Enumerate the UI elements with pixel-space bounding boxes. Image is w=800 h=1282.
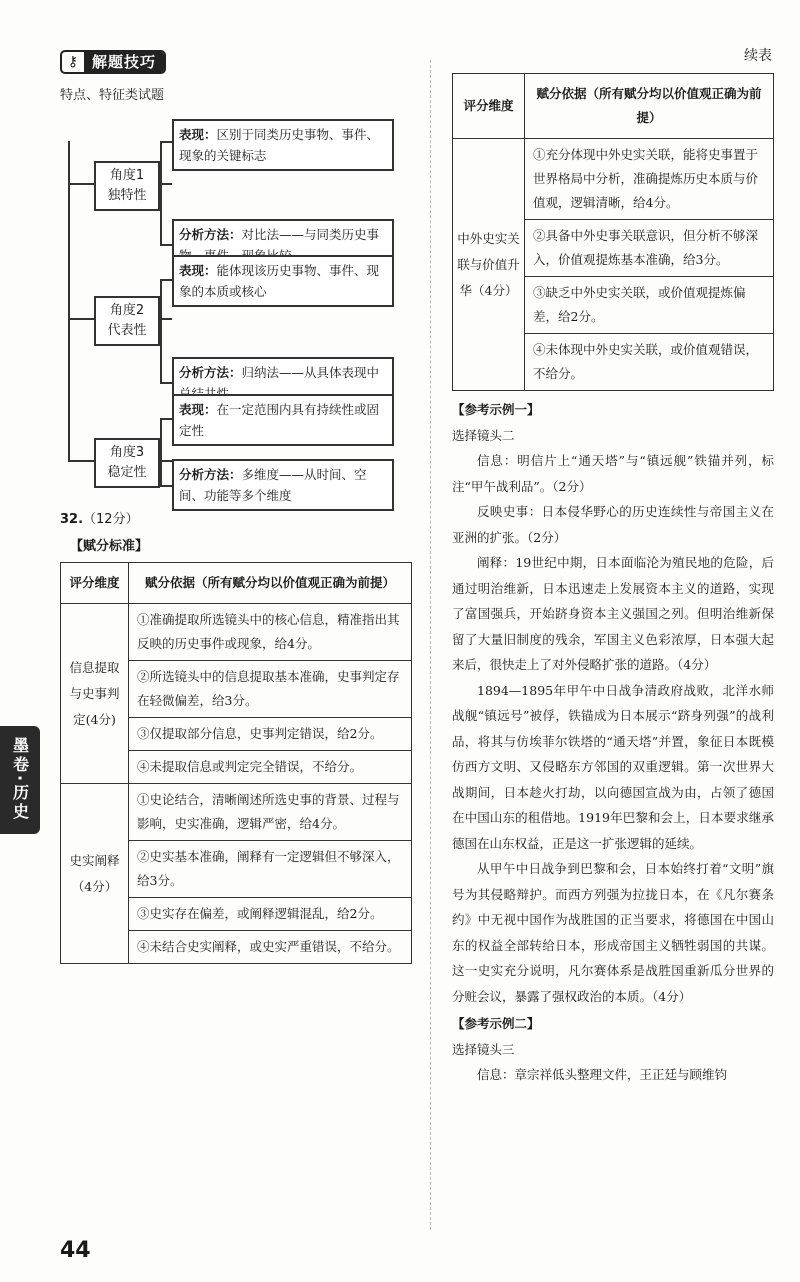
- dimension-cell: 信息提取与史事判定(4分): [61, 604, 129, 784]
- mindmap-angle-3: [94, 438, 160, 488]
- leaf-label: 表现：: [179, 263, 217, 278]
- mindmap-connector: [160, 141, 162, 245]
- column-divider: [430, 60, 431, 1230]
- key-icon: ⚷: [67, 54, 79, 70]
- right-column: [452, 45, 774, 1088]
- mindmap-angle-2: [94, 296, 160, 346]
- header-basis: 赋分依据（所有赋分均以价值观正确为前提）: [525, 74, 774, 139]
- leaf-text: 多维度——从时间、空间、功能等多个维度: [179, 467, 367, 503]
- angle-title: 角度1: [109, 168, 145, 183]
- mindmap-stub: [160, 141, 172, 143]
- criterion-cell: ②具备中外史事关联意识，但分析不够深入，价值观提炼基本准确，给3分。: [525, 220, 774, 277]
- continued-label: 续表: [744, 48, 772, 64]
- leaf-label: 分析方法：: [179, 467, 242, 482]
- mindmap-leaf-expression: [172, 119, 394, 171]
- criterion-cell: ②所选镜头中的信息提取基本准确，史事判定存在轻微偏差，给3分。: [129, 661, 412, 718]
- example-1-paragraph-3: 从甲午中日战争到巴黎和会，日本始终打着“文明”旗号为其侵略辩护。而西方列强为拉拢日本，在《凡尔赛条约》中无视中国作为战胜国的正当要求，将德国在中国山东的权益全部转给日本，形成帝国主义牺牲弱国的共谋。这一史实充分说明，凡尔赛体系是战胜国重新瓜分世界的分赃会议，暴露了强权政治的本质。（4分）: [452, 861, 774, 1004]
- tip-banner-label: 解题技巧: [84, 50, 164, 74]
- criterion-cell: ③史实存在偏差，或阐释逻辑混乱，给2分。: [129, 898, 412, 931]
- mindmap-stub: [160, 382, 172, 384]
- question-score: （12分）: [83, 512, 139, 527]
- leaf-text: 在一定范围内具有持续性或固定性: [179, 402, 380, 438]
- leaf-label: 表现：: [179, 402, 217, 417]
- leaf-label: 表现：: [179, 127, 217, 142]
- example-1-info: 信息：明信片上“通天塔”与“镇远舰”铁锚并列，标注“甲午战利品”。（2分）: [452, 453, 774, 494]
- criterion-cell: ①史论结合，清晰阐述所选史事的背景、过程与影响，史实准确，逻辑严密，给4分。: [129, 784, 412, 841]
- example-1-reflect: 反映史事：日本侵华野心的历史连续性与帝国主义在亚洲的扩张。（2分）: [452, 504, 774, 545]
- example-1-paragraph-2: 1894—1895年甲午中日战争清政府战败，北洋水师战舰“镇远号”被俘，铁锚成为日本展示“跻身列强”的战利品，将其与仿埃菲尔铁塔的“通天塔”并置，象征日本既模仿西方文明、又侵略东方邻国的双重逻辑。第一次世界大战期间，日本趁火打劫，以向德国宣战为由，占领了德国在中国山东的租借地。1919年巴黎和会上，日本要求继承德国在山东权益，正是这一扩张逻辑的延续。: [452, 682, 774, 851]
- subject-side-tab: 墨卷·历史: [0, 726, 40, 834]
- mindmap-angle-1: [94, 161, 160, 211]
- table-header-row: [453, 74, 774, 139]
- tip-subtitle: 特点、特征类试题: [60, 88, 165, 103]
- table-row: [61, 784, 412, 841]
- left-column: [60, 50, 412, 964]
- mindmap-connector: [160, 279, 162, 383]
- example-2-info: 信息：章宗祥低头整理文件，王正廷与顾维钧: [477, 1067, 728, 1082]
- criterion-cell: ③缺乏中外史实关联，或价值观提炼偏差，给2分。: [525, 277, 774, 334]
- mindmap: [60, 111, 412, 506]
- table-row: [453, 139, 774, 220]
- criterion-cell: ①准确提取所选镜头中的核心信息，精准指出其反映的历史事件或现象，给4分。: [129, 604, 412, 661]
- header-dimension: 评分维度: [61, 563, 129, 604]
- example-1-explain: 阐释：19世纪中期，日本面临沦为殖民地的危险，后通过明治维新，日本迅速走上发展资本主义的道路，实现了富国强兵，开始跻身资本主义强国之列。但明治维新保留了大量旧制度的残余，军国主义色彩浓厚，日本强大起来后，很快走上了对外侵略扩张的道路。（4分）: [452, 555, 774, 672]
- dimension-cell: 中外史实关联与价值升华（4分）: [453, 139, 525, 391]
- table-row: [61, 604, 412, 661]
- criterion-cell: ①充分体现中外史实关联，能将史事置于世界格局中分析，准确提炼历史本质与价值观，逻辑清晰，给4分。: [525, 139, 774, 220]
- criterion-cell: ②史实基本准确，阐释有一定逻辑但不够深入，给3分。: [129, 841, 412, 898]
- leaf-label: 分析方法：: [179, 365, 242, 380]
- angle-name: 独特性: [107, 188, 147, 203]
- leaf-label: 分析方法：: [179, 227, 242, 242]
- mindmap-stub: [68, 318, 94, 320]
- mindmap-stub: [160, 418, 172, 420]
- mindmap-stub: [160, 244, 172, 246]
- criterion-cell: ④未体现中外史实关联，或价值观错误，不给分。: [525, 334, 774, 391]
- mindmap-leaf-expression: [172, 255, 394, 307]
- angle-name: 稳定性: [107, 465, 147, 480]
- tip-banner: [60, 50, 166, 74]
- criterion-cell: ④未提取信息或判定完全错误，不给分。: [129, 751, 412, 784]
- mindmap-stub: [160, 279, 172, 281]
- criterion-cell: ④未结合史实阐释，或史实严重错误，不给分。: [129, 931, 412, 964]
- table-header-row: [61, 563, 412, 604]
- mindmap-leaf-method: [172, 459, 394, 511]
- example-1-select: 选择镜头二: [452, 427, 515, 443]
- leaf-text: 区别于同类历史事物、事件、现象的关键标志: [179, 127, 380, 163]
- header-dimension: 评分维度: [453, 74, 525, 139]
- mindmap-stub: [160, 485, 172, 487]
- mindmap-stub: [68, 183, 94, 185]
- scoring-table-right: [452, 73, 774, 391]
- question-number: 32.: [60, 512, 84, 527]
- example-1-heading: 【参考示例一】: [452, 402, 540, 417]
- mindmap-leaf-expression: [172, 394, 394, 446]
- leaf-text: 归纳法——从具体表现中: [241, 365, 380, 380]
- leaf-text: 能体现该历史事物、事件、现象的本质或核心: [179, 263, 380, 299]
- mindmap-trunk: [68, 141, 70, 461]
- header-basis: 赋分依据（所有赋分均以价值观正确为前提）: [129, 563, 412, 604]
- angle-name: 代表性: [107, 323, 147, 338]
- leaf-text: 对比法——与同类历史事: [241, 227, 380, 242]
- angle-title: 角度3: [109, 445, 145, 460]
- dimension-cell: 史实阐释（4分）: [61, 784, 129, 964]
- page-number: 44: [60, 1238, 91, 1263]
- example-2-select: 选择镜头三: [452, 1041, 515, 1057]
- angle-title: 角度2: [109, 303, 145, 318]
- scoring-table-left: [60, 562, 412, 964]
- standard-heading: 【赋分标准】: [70, 539, 149, 554]
- example-2-heading: 【参考示例二】: [452, 1016, 540, 1031]
- mindmap-connector: [160, 418, 162, 486]
- mindmap-stub: [68, 460, 94, 462]
- criterion-cell: ③仅提取部分信息，史事判定错误，给2分。: [129, 718, 412, 751]
